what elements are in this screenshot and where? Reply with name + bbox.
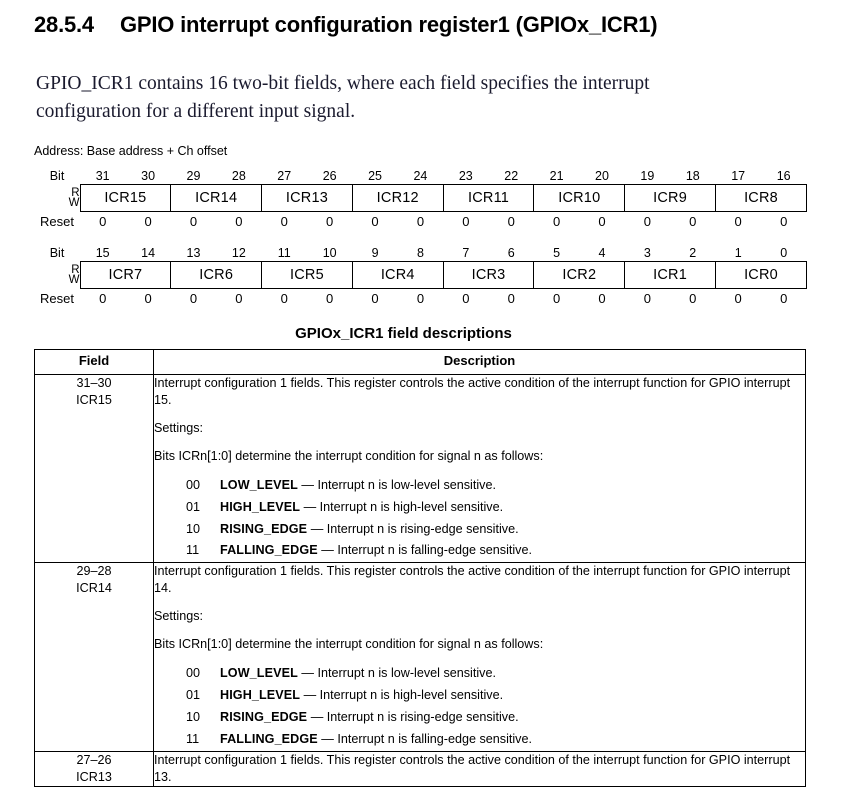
list-item: [186, 476, 805, 495]
reset-value: 0: [371, 214, 379, 230]
setting-name: FALLING_EDGE: [220, 732, 318, 746]
list-item: [186, 541, 805, 560]
setting-text: — Interrupt n is falling-edge sensitive.: [321, 543, 532, 558]
settings-label: Settings:: [154, 420, 204, 435]
row-label-rw: [34, 184, 80, 211]
field-descriptions-title: GPIOx_ICR1 field descriptions: [295, 324, 512, 342]
bit-number: 29: [186, 168, 201, 183]
reset-value: 0: [507, 214, 515, 230]
setting-text: — Interrupt n is high-level sensitive.: [303, 688, 504, 703]
bit-number: 3: [643, 245, 651, 260]
table-row: [35, 563, 806, 752]
reset-value: 0: [99, 214, 107, 230]
bit-number: 26: [322, 168, 337, 183]
register-field: ICR2: [534, 261, 625, 288]
register-field: ICR4: [352, 261, 443, 288]
register-field: ICR3: [443, 261, 534, 288]
bit-number: 19: [640, 168, 655, 183]
reset-value: 0: [643, 214, 651, 230]
setting-code: 10: [186, 710, 201, 725]
register-field: ICR5: [262, 261, 353, 288]
reset-value: 0: [734, 291, 742, 307]
bit-number: 31: [95, 168, 110, 183]
list-item: [186, 730, 805, 749]
field-name: ICR14: [76, 581, 112, 596]
register-field: ICR7: [80, 261, 171, 288]
reset-value: 0: [552, 214, 561, 230]
reset-value: 0: [643, 291, 651, 307]
reset-value: 0: [780, 291, 788, 307]
description-text: Interrupt configuration 1 fields. This register controls the active condition of the interrupt function for GPIO interrupt 14.: [154, 564, 791, 596]
reset-value: 0: [780, 214, 788, 230]
setting-name: FALLING_EDGE: [220, 543, 318, 558]
row-label-bit: Bit: [49, 169, 65, 184]
register-bit-table-low: [34, 245, 807, 309]
reset-value: 0: [99, 291, 107, 307]
row-label-rw: [34, 261, 80, 288]
bit-number: 6: [507, 245, 515, 260]
list-item: [186, 664, 805, 683]
description-cell: [154, 374, 806, 563]
bit-number: 25: [368, 168, 382, 183]
list-item: [186, 686, 805, 705]
section-number: 28.5.4: [34, 12, 94, 37]
bit-number: 30: [141, 168, 156, 183]
reset-value: 0: [144, 214, 152, 230]
reset-value: 0: [598, 291, 606, 307]
reset-value: 0: [280, 214, 288, 230]
setting-text: — Interrupt n is falling-edge sensitive.: [321, 732, 532, 746]
reset-value: 0: [280, 291, 288, 307]
description-cell: [154, 563, 806, 752]
bit-number: 20: [595, 168, 609, 183]
table-row: [35, 751, 806, 786]
row-label-w: W: [68, 196, 80, 209]
field-name: ICR13: [76, 769, 112, 784]
row-label-w: W: [68, 273, 80, 286]
bit-number: 17: [731, 168, 746, 183]
description-text: Interrupt configuration 1 fields. This register controls the active condition of the interrupt function for GPIO interrupt 13.: [154, 752, 791, 784]
bit-number: 13: [186, 245, 201, 260]
bit-number: 11: [277, 245, 291, 260]
column-header-description: Description: [154, 349, 806, 374]
reset-value: 0: [416, 291, 425, 307]
settings-list: [154, 664, 805, 749]
settings-intro: Bits ICRn[1:0] determine the interrupt condition for signal n as follows:: [154, 448, 544, 463]
field-cell: [35, 751, 154, 786]
register-diagram-high: [34, 168, 807, 232]
register-diagram-low: [34, 245, 807, 309]
reset-value: 0: [326, 214, 334, 230]
bit-number: 27: [277, 168, 292, 183]
list-item: [186, 520, 805, 539]
register-field: ICR12: [352, 184, 443, 211]
field-cell: [35, 374, 154, 563]
list-item: [186, 708, 805, 727]
setting-name: HIGH_LEVEL: [220, 499, 301, 514]
section-title: GPIO interrupt configuration register1 (GPIOx_ICR1): [120, 12, 658, 37]
reset-value: 0: [326, 291, 334, 307]
bit-number: 10: [322, 245, 337, 260]
bit-number-row: [34, 245, 807, 262]
setting-name: HIGH_LEVEL: [220, 688, 301, 703]
description-cell: [154, 751, 806, 786]
bit-number-row: [34, 168, 807, 185]
register-field: ICR15: [80, 184, 171, 211]
bit-number: 1: [734, 245, 742, 260]
reset-value: 0: [507, 291, 515, 307]
bit-number: 18: [685, 168, 700, 183]
register-field: ICR10: [534, 184, 625, 211]
reset-value: 0: [552, 291, 561, 307]
register-field: ICR14: [171, 184, 262, 211]
setting-text: — Interrupt n is rising-edge sensitive.: [310, 521, 519, 536]
setting-code: 01: [186, 688, 201, 703]
reset-value: 0: [734, 214, 742, 230]
reset-value: 0: [416, 214, 425, 230]
register-field: ICR8: [715, 184, 806, 211]
field-bits: 27–26: [76, 752, 112, 767]
reset-value: 0: [598, 214, 606, 230]
setting-name: RISING_EDGE: [220, 521, 308, 536]
column-header-field: Field: [35, 349, 154, 374]
reset-value: 0: [462, 291, 470, 307]
setting-code: 00: [186, 477, 201, 492]
reset-value: 0: [689, 214, 697, 230]
bit-number: 8: [416, 245, 424, 260]
bit-number: 0: [780, 245, 788, 260]
settings-label: Settings:: [154, 609, 204, 624]
setting-name: LOW_LEVEL: [220, 666, 298, 681]
setting-code: 11: [186, 732, 200, 746]
reset-value: 0: [144, 291, 152, 307]
page-title: [0, 0, 851, 38]
register-field: ICR11: [443, 184, 534, 211]
row-label-r: R: [71, 186, 80, 199]
register-field: ICR6: [171, 261, 262, 288]
setting-code: 00: [186, 666, 201, 681]
address-line: Address: Base address + Ch offset: [34, 143, 228, 158]
setting-text: — Interrupt n is low-level sensitive.: [301, 477, 496, 492]
row-label-bit: Bit: [49, 246, 65, 261]
table-header-row: [35, 349, 806, 374]
register-field: ICR0: [715, 261, 806, 288]
register-field: ICR1: [625, 261, 716, 288]
setting-text: — Interrupt n is high-level sensitive.: [303, 499, 504, 514]
reset-value: 0: [371, 291, 379, 307]
bit-number: 14: [141, 245, 156, 260]
settings-list: [154, 476, 805, 561]
reset-value-row: [34, 211, 807, 232]
setting-code: 11: [186, 543, 200, 558]
bit-number: 7: [462, 245, 470, 260]
bit-number: 28: [231, 168, 246, 183]
register-field: ICR13: [262, 184, 353, 211]
row-label-r: R: [71, 263, 80, 276]
setting-code: 01: [186, 499, 201, 514]
bit-number: 21: [549, 168, 564, 183]
bit-number: 22: [504, 168, 519, 183]
register-field-row: [34, 261, 807, 288]
bit-number: 16: [776, 168, 791, 183]
bit-number: 23: [458, 168, 473, 183]
bit-number: 12: [231, 245, 246, 260]
setting-name: RISING_EDGE: [220, 710, 308, 725]
register-field-row: [34, 184, 807, 211]
bit-number: 2: [689, 245, 697, 260]
list-item: [186, 498, 805, 517]
setting-text: — Interrupt n is low-level sensitive.: [301, 666, 496, 681]
field-bits: 29–28: [76, 564, 112, 579]
reset-value: 0: [462, 214, 470, 230]
field-descriptions-table: [34, 349, 806, 787]
reset-value: 0: [689, 291, 697, 307]
bit-number: 4: [598, 245, 606, 260]
bit-number: 15: [95, 245, 110, 260]
reset-value: 0: [189, 291, 198, 307]
reset-value: 0: [235, 214, 243, 230]
setting-code: 10: [186, 521, 201, 536]
bit-number: 24: [413, 168, 428, 183]
setting-name: LOW_LEVEL: [220, 477, 298, 492]
setting-text: — Interrupt n is rising-edge sensitive.: [310, 710, 519, 725]
register-bit-table-high: [34, 168, 807, 232]
field-name: ICR15: [76, 392, 112, 407]
field-bits: 31–30: [76, 375, 112, 390]
intro-paragraph: GPIO_ICR1 contains 16 two-bit fields, where each field specifies the interrupt configuration for a different input signal.: [36, 73, 650, 123]
reset-value-row: [34, 288, 807, 309]
settings-intro: Bits ICRn[1:0] determine the interrupt condition for signal n as follows:: [154, 637, 544, 652]
bit-number: 5: [553, 245, 561, 260]
bit-number: 9: [371, 245, 379, 260]
row-label-reset: Reset: [40, 214, 74, 230]
row-label-reset: Reset: [40, 291, 74, 307]
field-cell: [35, 563, 154, 752]
description-text: Interrupt configuration 1 fields. This register controls the active condition of the interrupt function for GPIO interrupt 15.: [154, 375, 791, 407]
reset-value: 0: [235, 291, 243, 307]
table-row: [35, 374, 806, 563]
reset-value: 0: [189, 214, 198, 230]
register-field: ICR9: [625, 184, 716, 211]
